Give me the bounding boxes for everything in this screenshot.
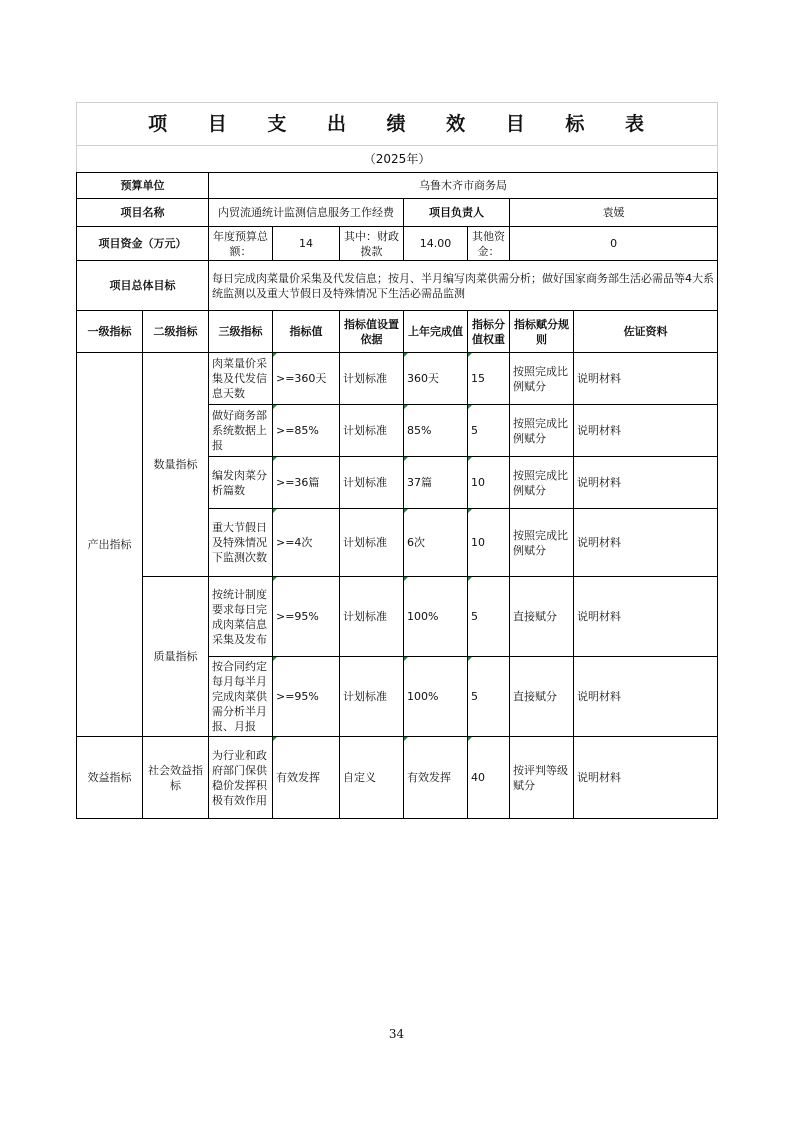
budget-unit-label: 预算单位 (77, 173, 209, 199)
indicator-last-year: 37篇 (404, 457, 468, 509)
indicator-value: >=85% (273, 405, 340, 457)
header-level3: 三级指标 (209, 311, 273, 353)
indicator-weight: 5 (468, 657, 510, 737)
year-row (77, 146, 718, 173)
indicator-rule: 按照完成比例赋分 (510, 405, 574, 457)
table-title: 项 目 支 出 绩 效 目 标 表 (77, 103, 718, 146)
indicator-rule: 按照完成比例赋分 (510, 353, 574, 405)
indicator-header-row (77, 311, 718, 353)
overall-goal-label: 项目总体目标 (77, 261, 209, 311)
indicator-weight: 10 (468, 457, 510, 509)
group-benefit: 效益指标 (77, 737, 143, 819)
funds-label: 项目资金（万元） (77, 227, 209, 261)
indicator-basis: 计划标准 (340, 577, 404, 657)
header-level1: 一级指标 (77, 311, 143, 353)
indicator-name: 编发肉菜分析篇数 (209, 457, 273, 509)
indicator-weight: 40 (468, 737, 510, 819)
table-row (77, 353, 718, 405)
indicator-rule: 直接赋分 (510, 577, 574, 657)
fiscal-value: 14.00 (404, 227, 468, 261)
project-lead-value: 袁媛 (510, 199, 718, 227)
indicator-weight: 5 (468, 405, 510, 457)
indicator-rule: 按评判等级赋分 (510, 737, 574, 819)
indicator-basis: 自定义 (340, 737, 404, 819)
indicator-evidence: 说明材料 (574, 405, 718, 457)
funds-row (77, 227, 718, 261)
indicator-evidence: 说明材料 (574, 457, 718, 509)
indicator-value: >=36篇 (273, 457, 340, 509)
indicator-name: 肉菜量价采集及代发信息天数 (209, 353, 273, 405)
indicator-weight: 5 (468, 577, 510, 657)
indicator-name: 按统计制度要求每日完成肉菜信息采集及发布 (209, 577, 273, 657)
indicator-name: 为行业和政府部门保供稳价发挥积极有效作用 (209, 737, 273, 819)
table-row (77, 577, 718, 657)
title-row (77, 103, 718, 146)
table-year: （2025年） (77, 146, 718, 173)
indicator-value: 有效发挥 (273, 737, 340, 819)
header-rule: 指标赋分规则 (510, 311, 574, 353)
indicator-last-year: 100% (404, 577, 468, 657)
indicator-basis: 计划标准 (340, 509, 404, 577)
overall-goal-row (77, 261, 718, 311)
header-basis: 指标值设置依据 (340, 311, 404, 353)
indicator-last-year: 6次 (404, 509, 468, 577)
project-name-value: 内贸流通统计监测信息服务工作经费 (209, 199, 404, 227)
page-number: 34 (388, 1027, 405, 1041)
indicator-last-year: 85% (404, 405, 468, 457)
indicator-basis: 计划标准 (340, 457, 404, 509)
performance-target-sheet (76, 102, 717, 819)
indicator-evidence: 说明材料 (574, 657, 718, 737)
header-value: 指标值 (273, 311, 340, 353)
annual-budget-value: 14 (273, 227, 340, 261)
header-evidence: 佐证资料 (574, 311, 718, 353)
indicator-rule: 直接赋分 (510, 657, 574, 737)
indicator-name: 按合同约定每月每半月完成肉菜供需分析半月报、月报 (209, 657, 273, 737)
project-name-label: 项目名称 (77, 199, 209, 227)
group-social: 社会效益指标 (143, 737, 209, 819)
indicator-rule: 按照完成比例赋分 (510, 509, 574, 577)
indicator-last-year: 有效发挥 (404, 737, 468, 819)
indicator-value: >=95% (273, 657, 340, 737)
overall-goal-value: 每日完成肉菜量价采集及代发信息；按月、半月编写肉菜供需分析；做好国家商务部生活必需品等4大系统监测以及重大节假日及特殊情况下生活必需品监测 (209, 261, 718, 311)
indicator-weight: 10 (468, 509, 510, 577)
table-row (77, 737, 718, 819)
indicator-value: >=360天 (273, 353, 340, 405)
group-quantity: 数量指标 (143, 353, 209, 577)
indicator-weight: 15 (468, 353, 510, 405)
indicator-last-year: 360天 (404, 353, 468, 405)
annual-budget-label: 年度预算总额： (209, 227, 273, 261)
other-funds-label: 其他资金： (468, 227, 510, 261)
header-weight: 指标分值权重 (468, 311, 510, 353)
indicator-evidence: 说明材料 (574, 737, 718, 819)
group-output: 产出指标 (77, 353, 143, 737)
project-name-row (77, 199, 718, 227)
indicator-name: 重大节假日及特殊情况下监测次数 (209, 509, 273, 577)
indicator-basis: 计划标准 (340, 353, 404, 405)
indicator-value: >=95% (273, 577, 340, 657)
indicator-basis: 计划标准 (340, 657, 404, 737)
indicator-evidence: 说明材料 (574, 509, 718, 577)
performance-target-table (76, 102, 718, 819)
indicator-last-year: 100% (404, 657, 468, 737)
indicator-rule: 按照完成比例赋分 (510, 457, 574, 509)
other-funds-value: 0 (510, 227, 718, 261)
fiscal-label: 其中：财政拨款 (340, 227, 404, 261)
indicator-evidence: 说明材料 (574, 577, 718, 657)
indicator-evidence: 说明材料 (574, 353, 718, 405)
project-lead-label: 项目负责人 (404, 199, 510, 227)
budget-unit-value: 乌鲁木齐市商务局 (209, 173, 718, 199)
indicator-basis: 计划标准 (340, 405, 404, 457)
budget-unit-row (77, 173, 718, 199)
header-level2: 二级指标 (143, 311, 209, 353)
indicator-value: >=4次 (273, 509, 340, 577)
header-last-year: 上年完成值 (404, 311, 468, 353)
indicator-name: 做好商务部系统数据上报 (209, 405, 273, 457)
group-quality: 质量指标 (143, 577, 209, 737)
